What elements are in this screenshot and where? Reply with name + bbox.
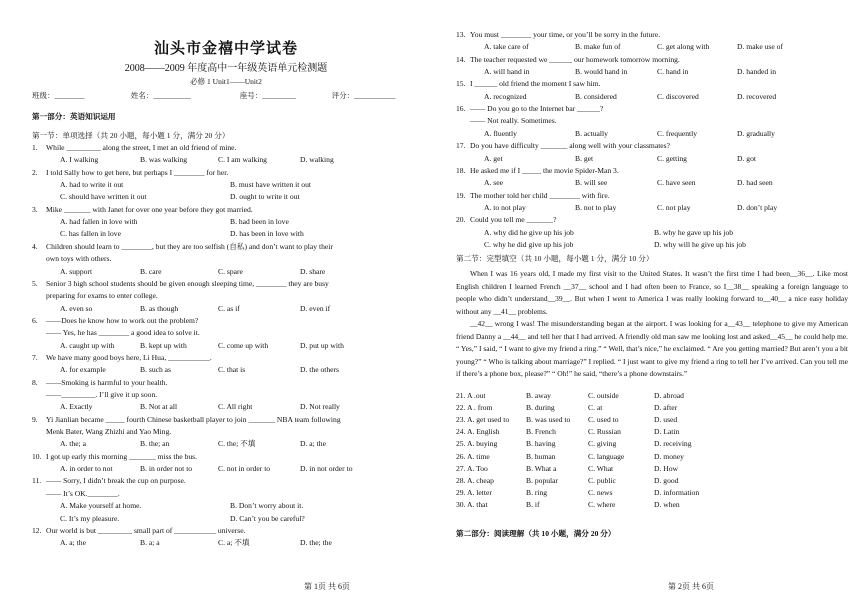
question-number: 18.: [456, 165, 466, 175]
question-number: 9.: [32, 414, 38, 424]
cloze-option-c[interactable]: C. language: [588, 451, 625, 461]
question-number: 20.: [456, 215, 466, 225]
option-b[interactable]: B. in order not to: [140, 464, 193, 474]
question-5: [32, 280, 427, 289]
question-number: 10.: [32, 451, 42, 461]
option-b[interactable]: B. care: [140, 266, 162, 276]
question-7: [32, 354, 427, 363]
option-b[interactable]: B. Not at all: [140, 402, 178, 412]
question-continuation: —— It’s OK.________.: [46, 488, 120, 498]
option-c[interactable]: C. the; 不填: [218, 439, 256, 449]
option-c[interactable]: C. It’s my pleasure.: [60, 513, 120, 523]
option-c[interactable]: C. get along with: [657, 42, 710, 52]
question-text: Yi Jianlian became _____ fourth Chinese basketball player to join _______ NBA team following: [46, 414, 341, 424]
cloze-option-d[interactable]: D. money: [654, 451, 684, 461]
subsection-2-heading: 第二节：完型填空（共 10 小题，每小题 1 分，满分 10 分）: [456, 254, 654, 263]
option-a[interactable]: A. fluently: [484, 128, 517, 138]
option-d[interactable]: D. Can’t you be careful?: [230, 513, 305, 523]
question-number: 15.: [456, 79, 466, 89]
question-17: [456, 142, 851, 151]
question-continuation: —— Yes, he has ________ a good idea to solve it.: [46, 328, 200, 338]
exam-subtitle: 2008——2009 年度高中一年级英语单元检测题: [124, 63, 328, 74]
option-c[interactable]: C. spare: [218, 266, 243, 276]
question-text: You must ________ your time, or you’ll be sorry in the future.: [470, 30, 661, 39]
question-8: [32, 379, 427, 388]
question-text: Could you tell me _______?: [470, 215, 557, 225]
question-text: We have many good boys here, Li Hua, ___________.: [46, 352, 212, 362]
option-a[interactable]: A. Make yourself at home.: [60, 501, 142, 511]
option-c[interactable]: C. have seen: [657, 178, 696, 188]
option-c[interactable]: C. that is: [218, 365, 246, 375]
option-b[interactable]: B. had been in love: [230, 217, 289, 227]
cloze-option-d[interactable]: D. used: [654, 415, 678, 425]
question-15: [456, 80, 851, 89]
option-c[interactable]: C. All right: [218, 402, 253, 412]
question-19: [456, 192, 851, 201]
cloze-option-d[interactable]: D. after: [654, 403, 678, 413]
option-c[interactable]: C. a; 不填: [218, 538, 250, 548]
question-number: 8.: [32, 377, 38, 387]
cloze-option-a[interactable]: 21. A .out: [456, 391, 486, 400]
cloze-option-b[interactable]: B. What a: [526, 463, 557, 473]
question-14: [456, 56, 851, 65]
option-a[interactable]: A. a; the: [60, 538, 86, 548]
cloze-option-b[interactable]: B. popular: [526, 475, 559, 485]
cloze-option-a[interactable]: 22. A . from: [456, 403, 493, 413]
cloze-paragraph-2: __42__ wrong I was! The misunderstanding began at the airport. I was looking for a__43__ telephone to give my American friend Danny a __44__ and tell her that I had arrived. A friendly old man saw me looking lost and asked__45__ he could help me. “ Yes,” I said, “ I want to give my friend a ring.” “ Well, that’s nice,” he exclaimed. “ Are you getting married? But aren’t you a bit young?” “ Who is talking about marriage?” I replied. “ I just want to give my friend a ring to tell her I’ve arrived. Can you tell me if there’s a phone box, please?” “ Oh!” he said, “there’s a phone downstairs.”: [456, 319, 848, 379]
score-field: 评分：___________: [331, 91, 396, 100]
option-b[interactable]: B. kept up with: [140, 340, 187, 350]
option-c[interactable]: C. frequently: [657, 128, 698, 138]
name-field: 姓名：__________: [130, 91, 191, 100]
option-b[interactable]: B. would hand in: [575, 67, 628, 77]
cloze-option-c[interactable]: C. at: [588, 403, 603, 413]
question-text: —— Do you go to the Internet bar ______?: [470, 104, 604, 114]
option-d[interactable]: D. make use of: [737, 42, 783, 52]
exam-title: 汕头市金禧中学试卷: [153, 39, 298, 57]
cloze-option-c[interactable]: C. giving: [588, 439, 617, 449]
question-number: 4.: [32, 241, 38, 251]
option-a[interactable]: A. get: [484, 153, 503, 163]
cloze-option-a[interactable]: 24. A. English: [456, 427, 500, 437]
option-b[interactable]: B. such as: [140, 365, 172, 375]
cloze-option-a[interactable]: 28. A. cheap: [456, 475, 494, 485]
question-13: [456, 31, 851, 40]
option-d[interactable]: D. handed in: [737, 67, 777, 77]
left-page: [32, 0, 432, 611]
option-b[interactable]: B. considered: [575, 91, 617, 101]
option-d[interactable]: D. had seen: [737, 178, 773, 188]
question-continuation: preparing for exams to enter college.: [46, 291, 158, 301]
cloze-option-d[interactable]: D. when: [654, 499, 680, 509]
cloze-option-a[interactable]: 30. A. that: [456, 499, 488, 509]
page-footer-1: 第 1页 共 6页: [304, 582, 350, 591]
question-12: [32, 527, 427, 536]
cloze-option-b[interactable]: B. ring: [526, 487, 548, 497]
option-b[interactable]: B. must have written it out: [230, 180, 311, 190]
option-d[interactable]: D. gradually: [737, 128, 775, 138]
question-number: 11.: [32, 476, 42, 486]
question-continuation: Menk Bater, Wang Zhizhi and Yao Ming.: [46, 427, 172, 437]
seat-field: 座号：_________: [239, 91, 296, 100]
question-text: Children should learn to ________, but they are too selfish (自私) and don’t want to play their: [46, 241, 333, 251]
book-unit: 必修 1 Unit1——Unit2: [190, 77, 262, 86]
question-text: —— Sorry, I didn’t break the cup on purpose.: [46, 476, 186, 486]
subsection-1-heading: 第一节：单项选择（共 20 小题，每小题 1 分，满分 20 分）: [32, 131, 230, 140]
class-field: 班级：________: [32, 91, 85, 100]
option-b[interactable]: B. as though: [140, 303, 179, 313]
cloze-option-d[interactable]: D. Latin: [654, 427, 680, 437]
option-d[interactable]: D. the; the: [300, 538, 332, 548]
question-18: [456, 167, 851, 176]
option-d[interactable]: D. got: [737, 153, 756, 163]
option-b[interactable]: B. will see: [575, 178, 608, 188]
question-text: Our world is but _________ small part of ___________ universe.: [46, 525, 246, 535]
question-number: 19.: [456, 190, 466, 200]
section-2-heading: 第二部分：阅读理解（共 10 小题，满分 20 分）: [456, 529, 616, 538]
option-a[interactable]: A. see: [484, 178, 503, 188]
option-a[interactable]: A. caught up with: [60, 340, 115, 350]
question-16: [456, 105, 851, 114]
option-a[interactable]: A. will hand in: [484, 67, 530, 77]
question-6: [32, 317, 427, 326]
cloze-option-b[interactable]: B. having: [526, 439, 556, 449]
cloze-option-c[interactable]: C. Russian: [588, 427, 621, 437]
cloze-option-d[interactable]: D. information: [654, 487, 700, 497]
cloze-option-d[interactable]: D. receiving: [654, 439, 692, 449]
question-number: 3.: [32, 204, 38, 214]
cloze-option-b[interactable]: B. during: [526, 403, 555, 413]
cloze-option-c[interactable]: C. What: [588, 463, 614, 473]
right-page: [456, 0, 848, 611]
question-number: 5.: [32, 278, 38, 288]
question-number: 16.: [456, 104, 466, 114]
cloze-option-c[interactable]: C. public: [588, 475, 616, 485]
option-d[interactable]: D. even if: [300, 303, 331, 313]
question-number: 17.: [456, 141, 466, 151]
question-11: [32, 477, 427, 486]
option-c[interactable]: C. come up with: [218, 340, 269, 350]
question-text: I got up early this morning _______ miss the bus.: [46, 451, 198, 461]
question-1: [32, 144, 427, 153]
question-number: 7.: [32, 352, 38, 362]
option-c[interactable]: C. getting: [657, 153, 687, 163]
question-continuation: own toys with others.: [46, 254, 112, 264]
question-text: I told Sally how to get here, but perhaps I ________ for her.: [46, 167, 229, 177]
question-10: [32, 453, 427, 462]
question-text: Mike _______ with Janet for over one year before they got married.: [46, 204, 253, 214]
option-a[interactable]: A. had fallen in love with: [60, 217, 138, 227]
option-a[interactable]: A. in order to not: [60, 464, 113, 474]
cloze-option-b[interactable]: B. away: [526, 391, 551, 400]
question-text: Do you have difficulty _______ along well with your classmates?: [470, 141, 670, 151]
option-a[interactable]: A. I walking: [60, 155, 99, 165]
question-continuation: —— Not really. Sometimes.: [470, 116, 557, 126]
option-c[interactable]: C. I am walking: [218, 155, 267, 165]
question-9: [32, 416, 427, 425]
option-c[interactable]: C. why he did give up his job: [484, 239, 574, 249]
section-1-heading: 第一部分：英语知识运用: [32, 112, 116, 121]
question-20: [456, 216, 851, 225]
option-d[interactable]: D. recovered: [737, 91, 777, 101]
option-b[interactable]: B. was walking: [140, 155, 188, 165]
question-text: ——Does he know how to work out the problem?: [46, 315, 199, 325]
cloze-option-d[interactable]: D. abroad: [654, 391, 684, 400]
cloze-option-a[interactable]: 23. A. get used to: [456, 415, 510, 425]
option-c[interactable]: C. not in order to: [218, 464, 271, 474]
option-d[interactable]: D. walking: [300, 155, 334, 165]
question-text: I ______ old friend the moment I saw him.: [470, 79, 601, 89]
option-d[interactable]: D. don’t play: [737, 202, 778, 212]
cloze-paragraph-1: When I was 16 years old, I made my first visit to the United States. It wasn’t the first time I had been__36__. Like most English children I learned French __37__ school and I had often been to France, so I__38__ speaking a foreign language to people who didn’t understand__39__. But when I went to America I was really looking forward to__40__ a nice easy holiday without any __41__ problems.: [456, 269, 848, 316]
option-b[interactable]: B. a; a: [140, 538, 160, 548]
cloze-option-a[interactable]: 27. A. Too: [456, 463, 488, 473]
cloze-option-b[interactable]: B. French: [526, 427, 556, 437]
question-text: Senior 3 high school students should be given enough sleeping time, ________ they are busy: [46, 278, 329, 288]
cloze-option-d[interactable]: D. How: [654, 463, 679, 473]
option-a[interactable]: A. take care of: [484, 42, 529, 52]
option-c[interactable]: C. not play: [657, 202, 691, 212]
cloze-option-d[interactable]: D. good: [654, 475, 679, 485]
option-b[interactable]: B. actually: [575, 128, 608, 138]
cloze-option-a[interactable]: 26. A. time: [456, 451, 490, 461]
option-a[interactable]: A. for example: [60, 365, 106, 375]
option-a[interactable]: A. recognized: [484, 91, 527, 101]
option-a[interactable]: A. why did he give up his job: [484, 227, 574, 237]
cloze-option-c[interactable]: C. news: [588, 487, 613, 497]
question-number: 2.: [32, 167, 38, 177]
cloze-option-b[interactable]: B. was used to: [526, 415, 571, 425]
cloze-option-c[interactable]: C. where: [588, 499, 616, 509]
option-d[interactable]: D. put up with: [300, 340, 344, 350]
option-d[interactable]: D. share: [300, 266, 326, 276]
option-b[interactable]: B. the; an: [140, 439, 170, 449]
option-b[interactable]: B. get: [575, 153, 594, 163]
question-text: The teacher requested we ______ our homework tomorrow morning.: [470, 54, 680, 64]
option-c[interactable]: C. discovered: [657, 91, 699, 101]
question-4: [32, 243, 427, 252]
option-c[interactable]: C. hand in: [657, 67, 689, 77]
question-text: The mother told her child ________ with fire.: [470, 190, 610, 200]
option-d[interactable]: D. has been in love with: [230, 229, 304, 239]
question-3: [32, 206, 427, 215]
option-b[interactable]: B. Don’t worry about it.: [230, 501, 304, 511]
cloze-option-c[interactable]: C. used to: [588, 415, 619, 425]
option-d[interactable]: D. Not really: [300, 402, 340, 412]
option-a[interactable]: A. support: [60, 266, 93, 276]
cloze-option-a[interactable]: 25. A. buying: [456, 439, 498, 449]
option-d[interactable]: D. a; the: [300, 439, 326, 449]
question-text: He asked me if I _____ the movie Spider-Man 3.: [470, 165, 619, 175]
option-a[interactable]: A. had to write it out: [60, 180, 124, 190]
question-number: 12.: [32, 525, 42, 535]
option-b[interactable]: B. why he gave up his job: [654, 227, 734, 237]
question-text: While _________ along the street, I met an old friend of mine.: [46, 143, 237, 152]
option-c[interactable]: C. should have written it out: [60, 192, 147, 202]
option-d[interactable]: D. ought to write it out: [230, 192, 300, 202]
student-info: [32, 92, 420, 101]
question-number: 6.: [32, 315, 38, 325]
cloze-option-c[interactable]: C. outside: [588, 391, 619, 400]
option-a[interactable]: A. to not play: [484, 202, 526, 212]
cloze-option-a[interactable]: 29. A. letter: [456, 487, 492, 497]
question-text: ——Smoking is harmful to your health.: [46, 377, 168, 387]
cloze-option-b[interactable]: B. human: [526, 451, 556, 461]
option-a[interactable]: A. Exactly: [60, 402, 93, 412]
option-d[interactable]: D. the others: [300, 365, 340, 375]
option-a[interactable]: A. the; a: [60, 439, 86, 449]
option-c[interactable]: C. has fallen in love: [60, 229, 121, 239]
option-c[interactable]: C. as if: [218, 303, 240, 313]
option-b[interactable]: B. make fun of: [575, 42, 621, 52]
question-number: 13.: [456, 30, 466, 39]
question-2: [32, 169, 427, 178]
option-a[interactable]: A. even so: [60, 303, 93, 313]
cloze-option-b[interactable]: B. if: [526, 499, 540, 509]
option-b[interactable]: B. not to play: [575, 202, 617, 212]
option-d[interactable]: D. why will he give up his job: [654, 239, 746, 249]
option-d[interactable]: D. in not order to: [300, 464, 353, 474]
question-number: 1.: [32, 143, 38, 152]
question-number: 14.: [456, 54, 466, 64]
page-footer-2: 第 2页 共 6页: [668, 582, 714, 591]
question-continuation: ——_________. I’ll give it up soon.: [46, 390, 158, 399]
